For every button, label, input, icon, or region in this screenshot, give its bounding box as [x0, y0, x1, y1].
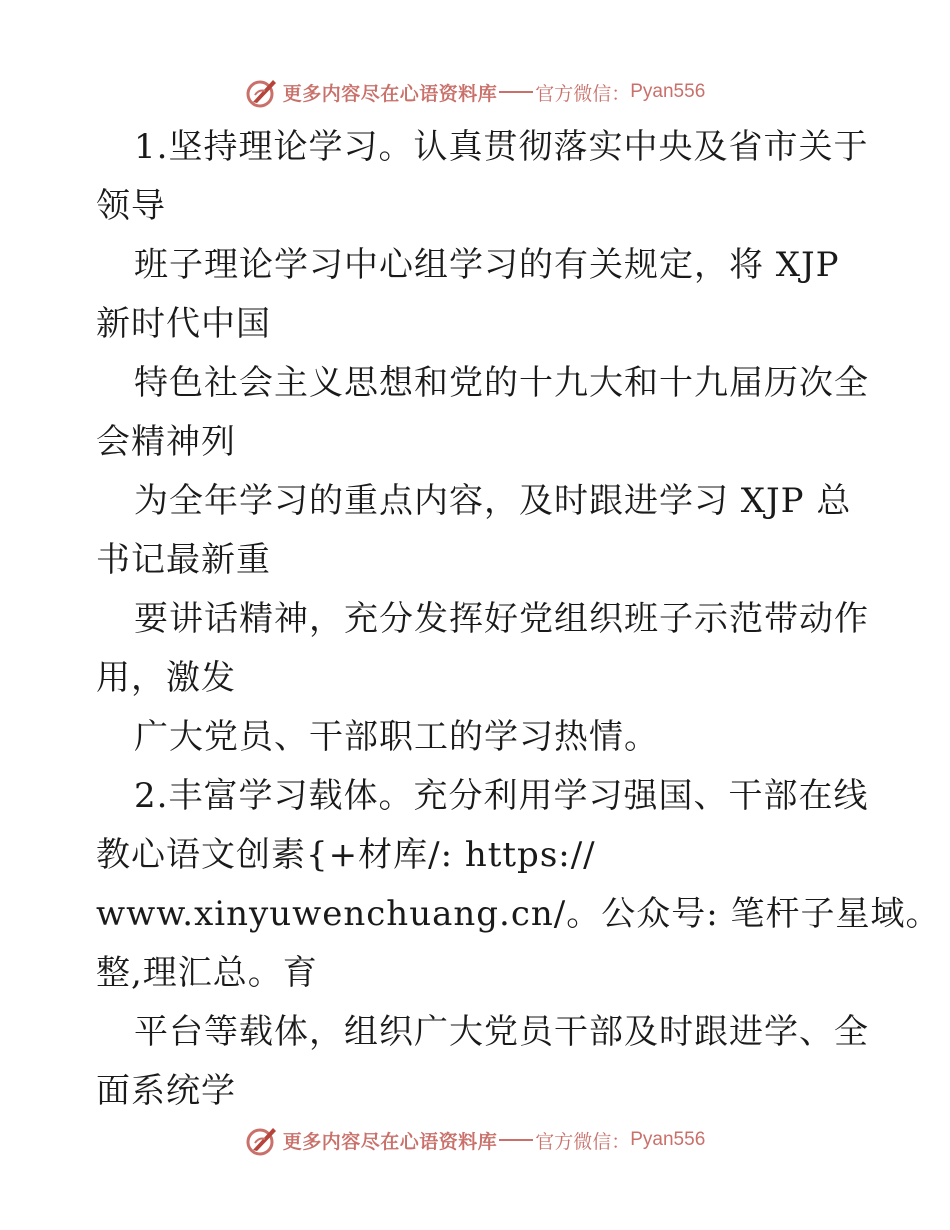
body-line: 面系统学 [96, 1071, 236, 1111]
body-line: 平台等载体，组织广大党员干部及时跟进学、全 [134, 1012, 869, 1052]
body-line: 领导 [96, 186, 166, 226]
footer-separator [499, 1139, 533, 1141]
body-line: 广大党员、干部职工的学习热情。 [134, 717, 659, 757]
body-line: 特色社会主义思想和党的十九大和十九届历次全 [134, 363, 869, 403]
footer-banner [0, 1120, 950, 1160]
body-line: 1.坚持理论学习。认真贯彻落实中央及省市关于 [134, 127, 869, 167]
body-line: 新时代中国 [96, 304, 271, 344]
footer-wechat-label: 官方微信： [535, 1130, 631, 1153]
document-body [96, 118, 941, 1121]
body-line: 要讲话精神，充分发挥好党组织班子示范带动作 [134, 599, 869, 639]
header-wechat-label: 官方微信： [535, 82, 631, 105]
body-line: 会精神列 [96, 422, 236, 462]
body-line: www.xinyuwenchuang.cn/。公众号: 笔杆子星域。 [96, 894, 941, 934]
footer-promo-text: 更多内容尽在心语资料库 [282, 1130, 498, 1153]
quill-pen-logo-icon [245, 1123, 279, 1157]
body-line: 为全年学习的重点内容，及时跟进学习 XJP 总 [134, 481, 852, 521]
body-line: 教心语文创素{+材库/: https:// [96, 835, 596, 875]
body-line: 整,理汇总。育 [96, 953, 318, 993]
body-line: 班子理论学习中心组学习的有关规定，将 XJP [134, 245, 840, 285]
quill-pen-logo-icon [245, 75, 279, 109]
header-banner [0, 72, 950, 112]
header-wechat-id: Pyan556 [630, 81, 706, 102]
body-line: 2.丰富学习载体。充分利用学习强国、干部在线 [134, 776, 869, 816]
footer-wechat-id: Pyan556 [630, 1129, 706, 1150]
body-line: 用，激发 [96, 658, 236, 698]
header-promo-text: 更多内容尽在心语资料库 [282, 82, 498, 105]
header-separator [499, 91, 533, 93]
body-line: 书记最新重 [96, 540, 271, 580]
